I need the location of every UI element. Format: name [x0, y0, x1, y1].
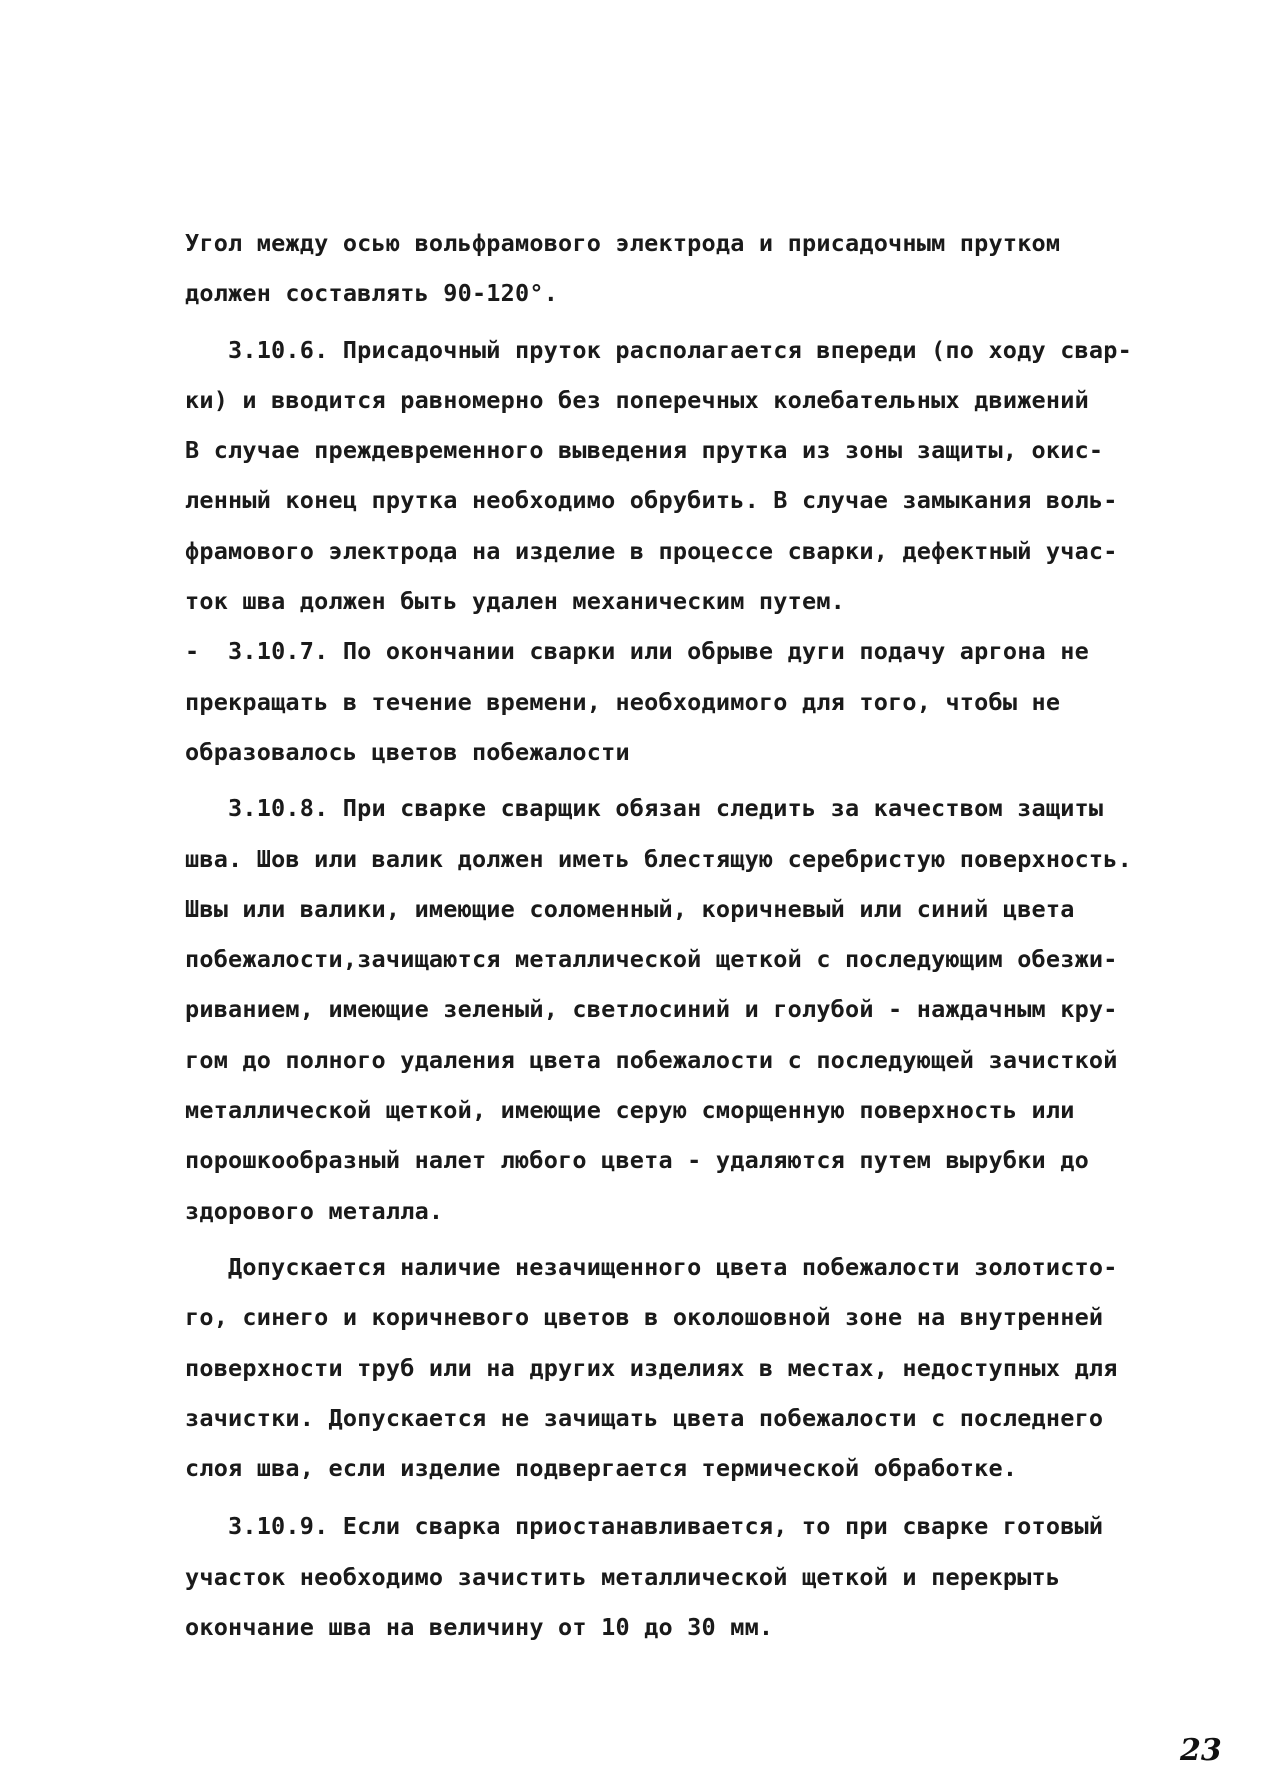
text-line: шва. Шов или валик должен иметь блестящую серебристую поверхность.	[185, 844, 1132, 873]
text-line: металлической щеткой, имеющие серую сморщенную поверхность или	[185, 1096, 1075, 1125]
text-line: Допускается наличие незачищенного цвета побежалости золотисто-	[228, 1252, 1118, 1281]
text-line: Угол между осью вольфрамового электрода и присадочным прутком	[185, 229, 1061, 257]
paragraph-3-10-7	[185, 626, 1225, 777]
text-line: здорового металла.	[185, 1196, 444, 1225]
text-line: В случае преждевременного выведения прутка из зоны защиты, окис-	[185, 436, 1104, 465]
text-line: зачистки. Допускается не зачищать цвета побежалости с последнего	[185, 1403, 1104, 1432]
text-line: риванием, имеющие зеленый, светлосиний и голубой - наждачным кру-	[185, 995, 1118, 1024]
text-line: должен составлять 90-120°.	[185, 279, 559, 308]
document-body	[185, 218, 1225, 1652]
text-line: 3.10.9. Если сварка приостанавливается, то при сварке готовый	[228, 1512, 1104, 1541]
text-line: порошкообразный налет любого цвета - удаляются путем вырубки до	[185, 1146, 1089, 1175]
paragraph-3-10-8	[185, 783, 1225, 1236]
text-line: гом до полного удаления цвета побежалости с последующей зачисткой	[185, 1045, 1118, 1074]
paragraph-allowance	[185, 1242, 1225, 1493]
paragraph-continuation	[185, 218, 1225, 319]
text-line: - 3.10.7. По окончании сварки или обрыве дуги подачу аргона не	[185, 637, 1089, 666]
text-line: образовалось цветов побежалости	[185, 737, 630, 766]
text-line: окончание шва на величину от 10 до 30 мм.	[185, 1613, 774, 1642]
text-line: побежалости,зачищаются металлической щеткой с последующим обезжи-	[185, 945, 1118, 974]
text-line: ки) и вводится равномерно без поперечных колебательных движений	[185, 385, 1089, 414]
text-line: поверхности труб или на других изделиях в местах, недоступных для	[185, 1353, 1118, 1382]
text-line: участок необходимо зачистить металлической щеткой и перекрыть	[185, 1562, 1061, 1591]
text-line: го, синего и коричневого цветов в околошовной зоне на внутренней	[185, 1303, 1104, 1332]
text-line: 3.10.6. Присадочный пруток располагается впереди (по ходу свар-	[228, 335, 1132, 364]
text-line: ленный конец прутка необходимо обрубить. В случае замыкания воль-	[185, 486, 1118, 515]
text-line: прекращать в течение времени, необходимого для того, чтобы не	[185, 687, 1061, 716]
text-line: фрамового электрода на изделие в процессе сварки, дефектный учас-	[185, 536, 1118, 565]
text-line: Швы или валики, имеющие соломенный, коричневый или синий цвета	[185, 894, 1075, 923]
text-line: 3.10.8. При сварке сварщик обязан следить за качеством защиты	[228, 794, 1104, 823]
paragraph-3-10-6	[185, 325, 1225, 627]
text-line: ток шва должен быть удален механическим путем.	[185, 587, 846, 616]
paragraph-3-10-9	[185, 1501, 1225, 1652]
page-number: 23	[1180, 1733, 1222, 1768]
text-line: слоя шва, если изделие подвергается термической обработке.	[185, 1454, 1018, 1483]
